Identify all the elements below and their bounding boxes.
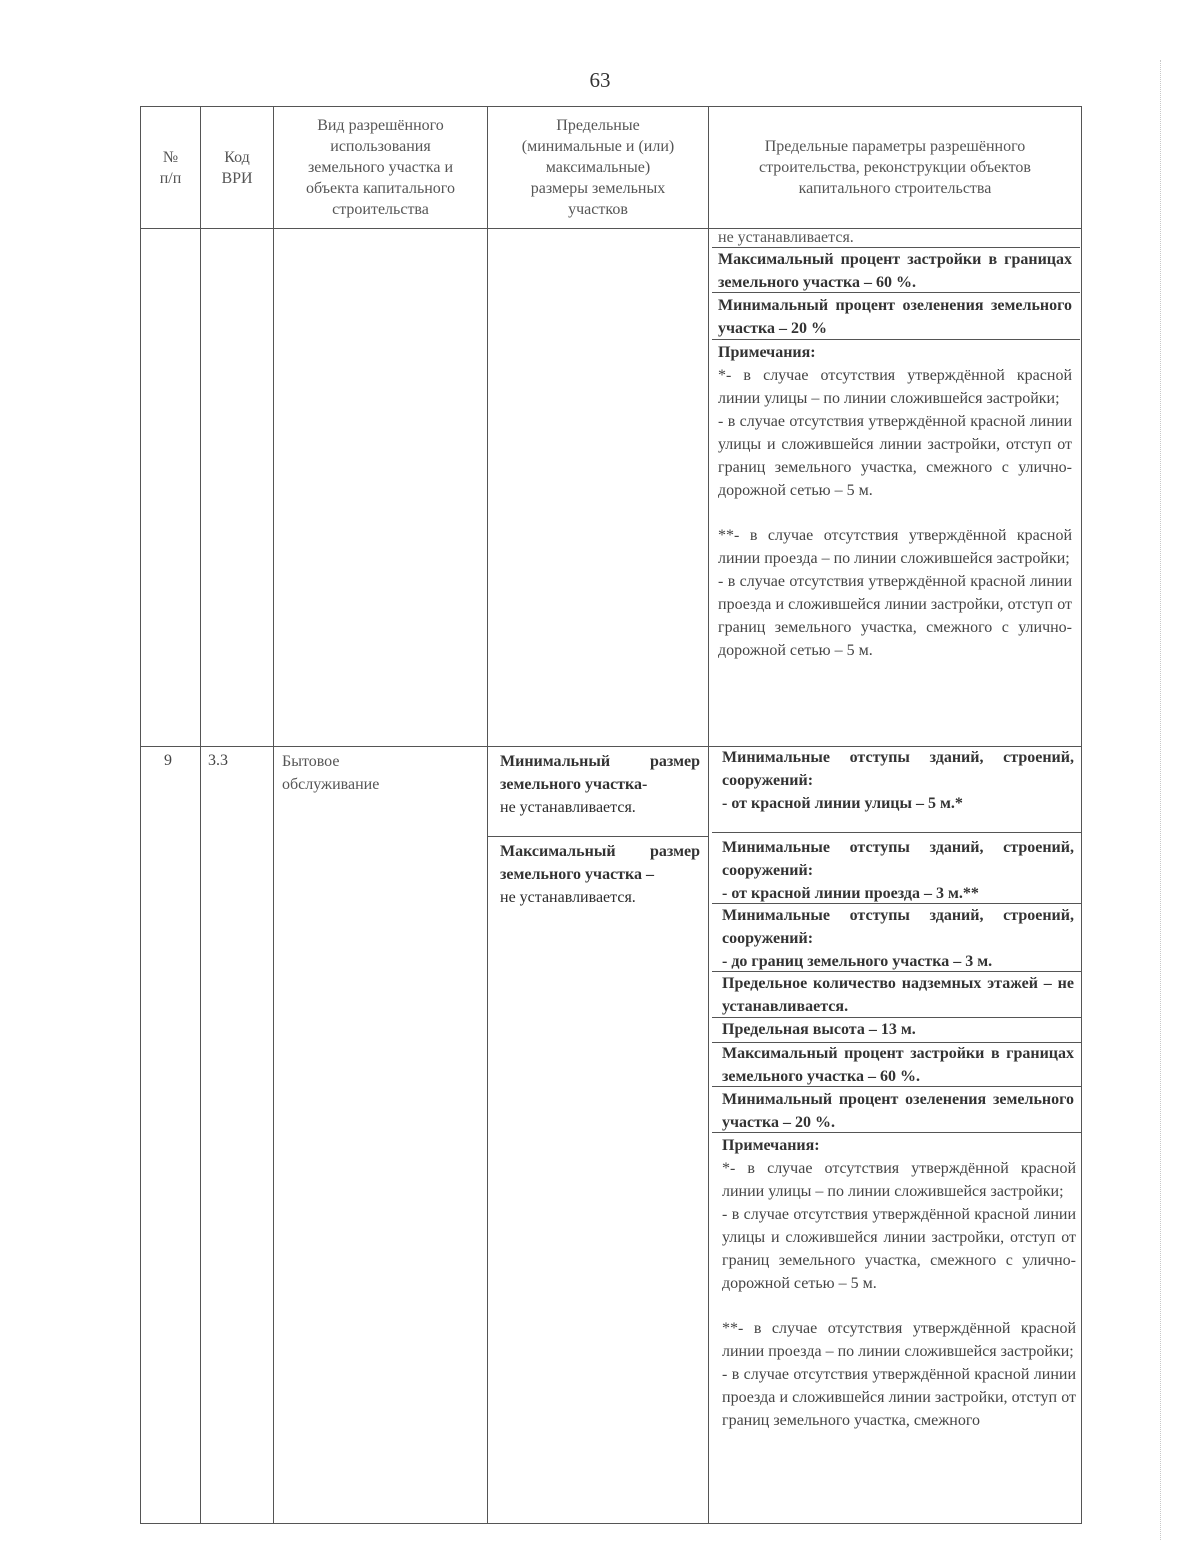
note-1: *- в случае отсутствия утверждённой красной линии улицы – по линии сложившейся застройки;	[722, 1160, 1076, 1200]
header-size: Предельные (минимальные и (или) максимальные) размеры земельных участков	[521, 117, 675, 218]
note-1: *- в случае отсутствия утверждённой красной линии улицы – по линии сложившейся застройки;	[718, 367, 1072, 407]
param-divider	[712, 1132, 1082, 1133]
note-3: **- в случае отсутствия утверждённой красной линии проезда – по линии сложившейся застройки;	[718, 527, 1072, 567]
continued-min-ozelenenie: Минимальный процент озеленения земельного участка – 20 %	[718, 297, 1072, 337]
header-num: № п/п	[159, 148, 182, 187]
col-divider	[708, 106, 709, 1524]
row9-vri: Бытовое обслуживание	[282, 753, 380, 793]
scan-edge	[1160, 60, 1162, 1540]
row9-code: 3.3	[208, 752, 228, 769]
note-2: - в случае отсутствия утверждённой красной линии улицы и сложившейся линии застройки, отступ от границ земельного участка, смежного с улично-дорожной сетью – 5 м.	[722, 1206, 1076, 1292]
otstup-proezd-title: Минимальные отступы зданий, строений, сооружений:	[722, 839, 1074, 879]
row9-height: Предельная высота – 13 м.	[722, 1021, 916, 1038]
row-divider	[712, 292, 1080, 293]
notes-title: Примечания:	[722, 1137, 820, 1154]
header-code: Код ВРИ	[221, 148, 253, 187]
row9-otstup-street	[722, 746, 1074, 815]
row9-otstup-proezd	[722, 836, 1074, 905]
header-params: Предельные параметры разрешённого строительства, реконструкции объектов капитального строительства	[759, 138, 1031, 197]
otstup-street-title: Минимальные отступы зданий, строений, сооружений:	[722, 749, 1074, 789]
param-divider	[712, 1086, 1082, 1087]
note-4: - в случае отсутствия утверждённой красной линии проезда и сложившейся линии застройки, отступ от границ земельного участка, смежного	[722, 1366, 1076, 1429]
col-divider	[273, 106, 274, 1524]
row9-otstup-granic	[722, 904, 1074, 973]
row9-max-zastroyka: Максимальный процент застройки в границах земельного участка – 60 %.	[722, 1045, 1074, 1085]
row-divider	[712, 339, 1080, 340]
row9-num: 9	[164, 752, 172, 769]
otstup-granic-title: Минимальные отступы зданий, строений, сооружений:	[722, 907, 1074, 947]
note-4: - в случае отсутствия утверждённой красной линии проезда и сложившейся линии застройки, отступ от границ земельного участка, смежного с улично-дорожной сетью – 5 м.	[718, 573, 1072, 659]
note-3: **- в случае отсутствия утверждённой красной линии проезда – по линии сложившейся застройки;	[722, 1320, 1076, 1360]
row9-min-size	[500, 750, 700, 819]
continued-notes	[718, 341, 1072, 662]
page-number: 63	[589, 68, 611, 92]
otstup-granic-value: - до границ земельного участка – 3 м.	[722, 953, 993, 970]
otstup-proezd-value: - от красной линии проезда – 3 м.**	[722, 885, 979, 902]
row9-floors: Предельное количество надземных этажей – не устанавливается.	[722, 975, 1074, 1015]
row9-min-ozelenenie: Минимальный процент озеленения земельного участка – 20 %.	[722, 1091, 1074, 1131]
max-size-value: не устанавливается.	[500, 889, 636, 906]
row9-notes	[722, 1134, 1076, 1432]
min-size-title: Минимальный размер земельного участка-	[500, 753, 700, 793]
otstup-street-value: - от красной линии улицы – 5 м.*	[722, 795, 963, 812]
continued-line: не устанавливается.	[718, 229, 854, 246]
row9-max-size	[500, 840, 700, 909]
continued-max-zastroyka: Максимальный процент застройки в границах земельного участка – 60 %.	[718, 251, 1072, 291]
header-vri: Вид разрешённого использования земельного участка и объекта капитального строительства	[306, 117, 455, 218]
notes-title: Примечания:	[718, 344, 816, 361]
col-divider	[200, 106, 201, 1524]
max-size-title: Максимальный размер земельного участка –	[500, 843, 700, 883]
size-divider	[488, 836, 708, 837]
param-divider	[712, 832, 1082, 833]
min-size-value: не устанавливается.	[500, 799, 636, 816]
note-2: - в случае отсутствия утверждённой красной линии улицы и сложившейся линии застройки, отступ от границ земельного участка, смежного с улично-дорожной сетью – 5 м.	[718, 413, 1072, 499]
col-divider	[487, 106, 488, 1524]
